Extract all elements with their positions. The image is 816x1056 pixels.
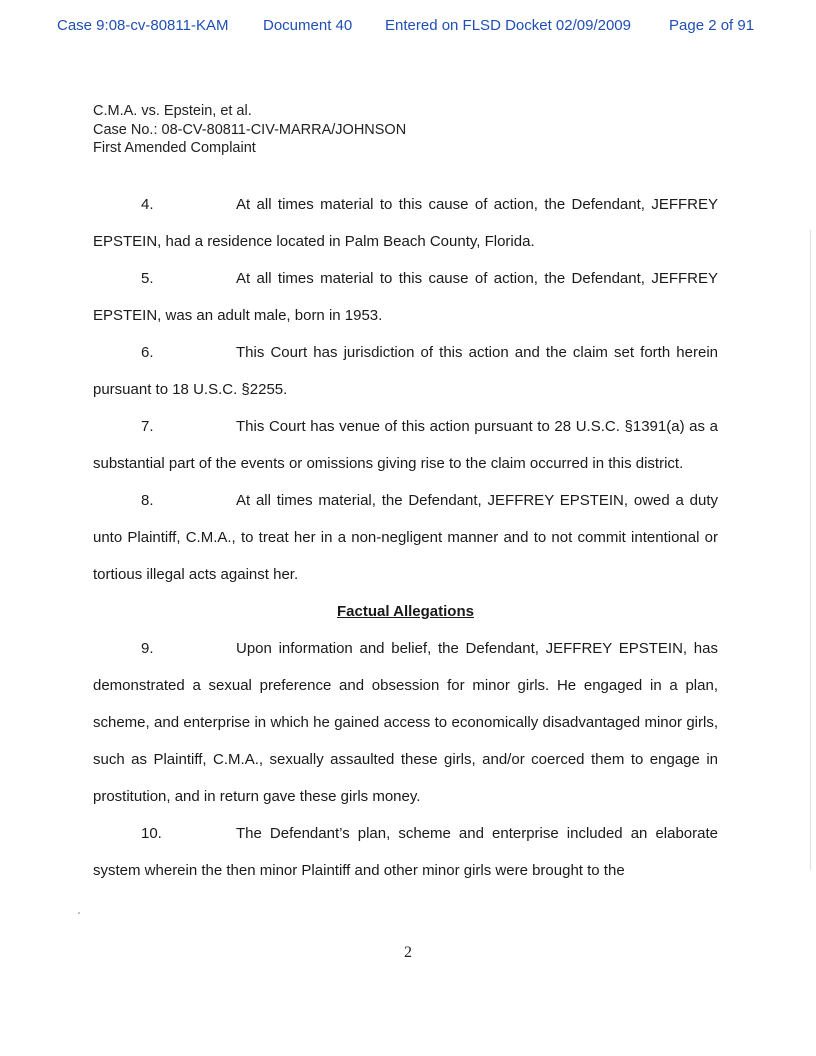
paragraph-5	[93, 260, 718, 334]
paragraph-text: At all times material, the Defendant, JEFFREY EPSTEIN, owed a duty unto Plaintiff, C.M.A., to treat her in a non-negligent manner and to not commit intentional or tortious illegal acts against her.	[93, 492, 718, 583]
section-heading: Factual Allegations	[337, 603, 474, 620]
paragraph-text: This Court has venue of this action pursuant to 28 U.S.C. §1391(a) as a substantial part of the events or omissions giving rise to the claim occurred in this district.	[93, 418, 718, 472]
paragraph-number: 4.	[141, 196, 154, 213]
paragraph-7	[93, 408, 718, 482]
paragraph-number: 10.	[141, 825, 162, 842]
caption-document-title: First Amended Complaint	[93, 140, 256, 156]
scan-edge-mark	[810, 230, 811, 870]
paragraph-number: 5.	[141, 270, 154, 287]
page-number: 2	[404, 944, 412, 961]
paragraph-4	[93, 186, 718, 260]
paragraph-number: 6.	[141, 344, 154, 361]
paragraph-8	[93, 482, 718, 593]
paragraph-text: This Court has jurisdiction of this action and the claim set forth herein pursuant to 18 U.S.C. §2255.	[93, 344, 718, 398]
paragraph-6	[93, 334, 718, 408]
paragraph-text: Upon information and belief, the Defendant, JEFFREY EPSTEIN, has demonstrated a sexual preference and obsession for minor girls. He engaged in a plan, scheme, and enterprise in which he gained access to economically disadvantaged minor girls, such as Plaintiff, C.M.A., sexually assaulted these girls, and/or coerced them to engage in prostitution, and in return gave these girls money.	[93, 640, 718, 805]
case-caption	[93, 102, 406, 158]
docket-document-number: Document 40	[263, 17, 353, 34]
complaint-body	[93, 186, 718, 889]
paragraph-10	[93, 815, 718, 889]
paragraph-number: 7.	[141, 418, 154, 435]
paragraph-text: The Defendant’s plan, scheme and enterprise included an elaborate system wherein the then minor Plaintiff and other minor girls were brought to the	[93, 825, 718, 879]
docket-entered-date: Entered on FLSD Docket 02/09/2009	[385, 17, 631, 34]
docket-case-number: Case 9:08-cv-80811-KAM	[57, 17, 229, 34]
caption-case-number: Case No.: 08-CV-80811-CIV-MARRA/JOHNSON	[93, 121, 407, 138]
scan-speck	[78, 912, 80, 914]
paragraph-text: At all times material to this cause of action, the Defendant, JEFFREY EPSTEIN, was an adult male, born in 1953.	[93, 270, 718, 324]
paragraph-number: 8.	[141, 492, 154, 509]
paragraph-text: At all times material to this cause of action, the Defendant, JEFFREY EPSTEIN, had a residence located in Palm Beach County, Florida.	[93, 196, 718, 250]
docket-page-count: Page 2 of 91	[669, 17, 755, 34]
paragraph-9	[93, 630, 718, 815]
caption-parties: C.M.A. vs. Epstein, et al.	[93, 103, 252, 119]
paragraph-number: 9.	[141, 640, 154, 657]
